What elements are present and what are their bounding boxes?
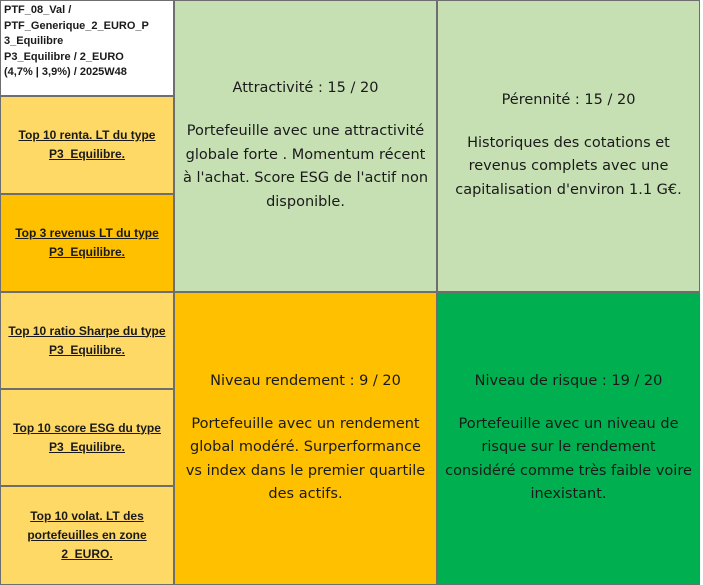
- link-top10-volat-label[interactable]: Top 10 volat. LT des portefeuilles en zone 2_EURO.: [27, 509, 147, 561]
- header-line-3: 3_Equilibre: [4, 35, 64, 47]
- link-top10-sharpe[interactable]: [0, 292, 174, 389]
- link-top10-esg[interactable]: [0, 389, 174, 486]
- link-top10-esg-label[interactable]: Top 10 score ESG du type P3_Equilibre.: [13, 420, 161, 454]
- link-top3-revenus[interactable]: [0, 194, 174, 292]
- link-top3-revenus-label[interactable]: Top 3 revenus LT du type P3_Equilibre.: [15, 226, 159, 259]
- header-line-4: P3_Equilibre / 2_EURO: [4, 50, 124, 63]
- rendement-text: Portefeuille avec un rendement global modéré. Surperformance vs index dans le premier quartile des actifs.: [185, 415, 426, 502]
- risque-text: Portefeuille avec un niveau de risque sur le rendement considéré comme très faible voire inexistant.: [445, 415, 692, 502]
- link-top10-renta-label[interactable]: Top 10 renta. LT du type P3_Equilibre.: [18, 128, 156, 161]
- link-top10-renta[interactable]: [0, 96, 174, 194]
- header-line-1: PTF_08_Val /: [4, 4, 72, 16]
- panel-rendement: [174, 292, 437, 585]
- rendement-title: Niveau rendement : 9 / 20: [210, 372, 401, 389]
- link-top10-sharpe-label[interactable]: Top 10 ratio Sharpe du type P3_Equilibre.: [8, 323, 166, 357]
- header-line-5: (4,7% | 3,9%) / 2025W48: [4, 66, 127, 78]
- attractivite-title: Attractivité : 15 / 20: [232, 80, 379, 96]
- perennite-text: Historiques des cotations et revenus complets avec une capitalisation d'environ 1.1 G€.: [455, 134, 682, 198]
- panel-risque: [437, 292, 700, 585]
- panel-perennite: [437, 0, 700, 292]
- perennite-title: Pérennité : 15 / 20: [501, 91, 636, 108]
- attractivite-text: Portefeuille avec une attractivité globale forte . Momentum récent à l'achat. Score ESG de l'actif non disponible.: [182, 123, 429, 210]
- header-line-2: PTF_Generique_2_EURO_P: [4, 19, 149, 32]
- link-top10-volat[interactable]: [0, 486, 174, 585]
- portfolio-header: [0, 0, 174, 96]
- risque-title: Niveau de risque : 19 / 20: [474, 372, 663, 389]
- panel-attractivite: [174, 0, 437, 292]
